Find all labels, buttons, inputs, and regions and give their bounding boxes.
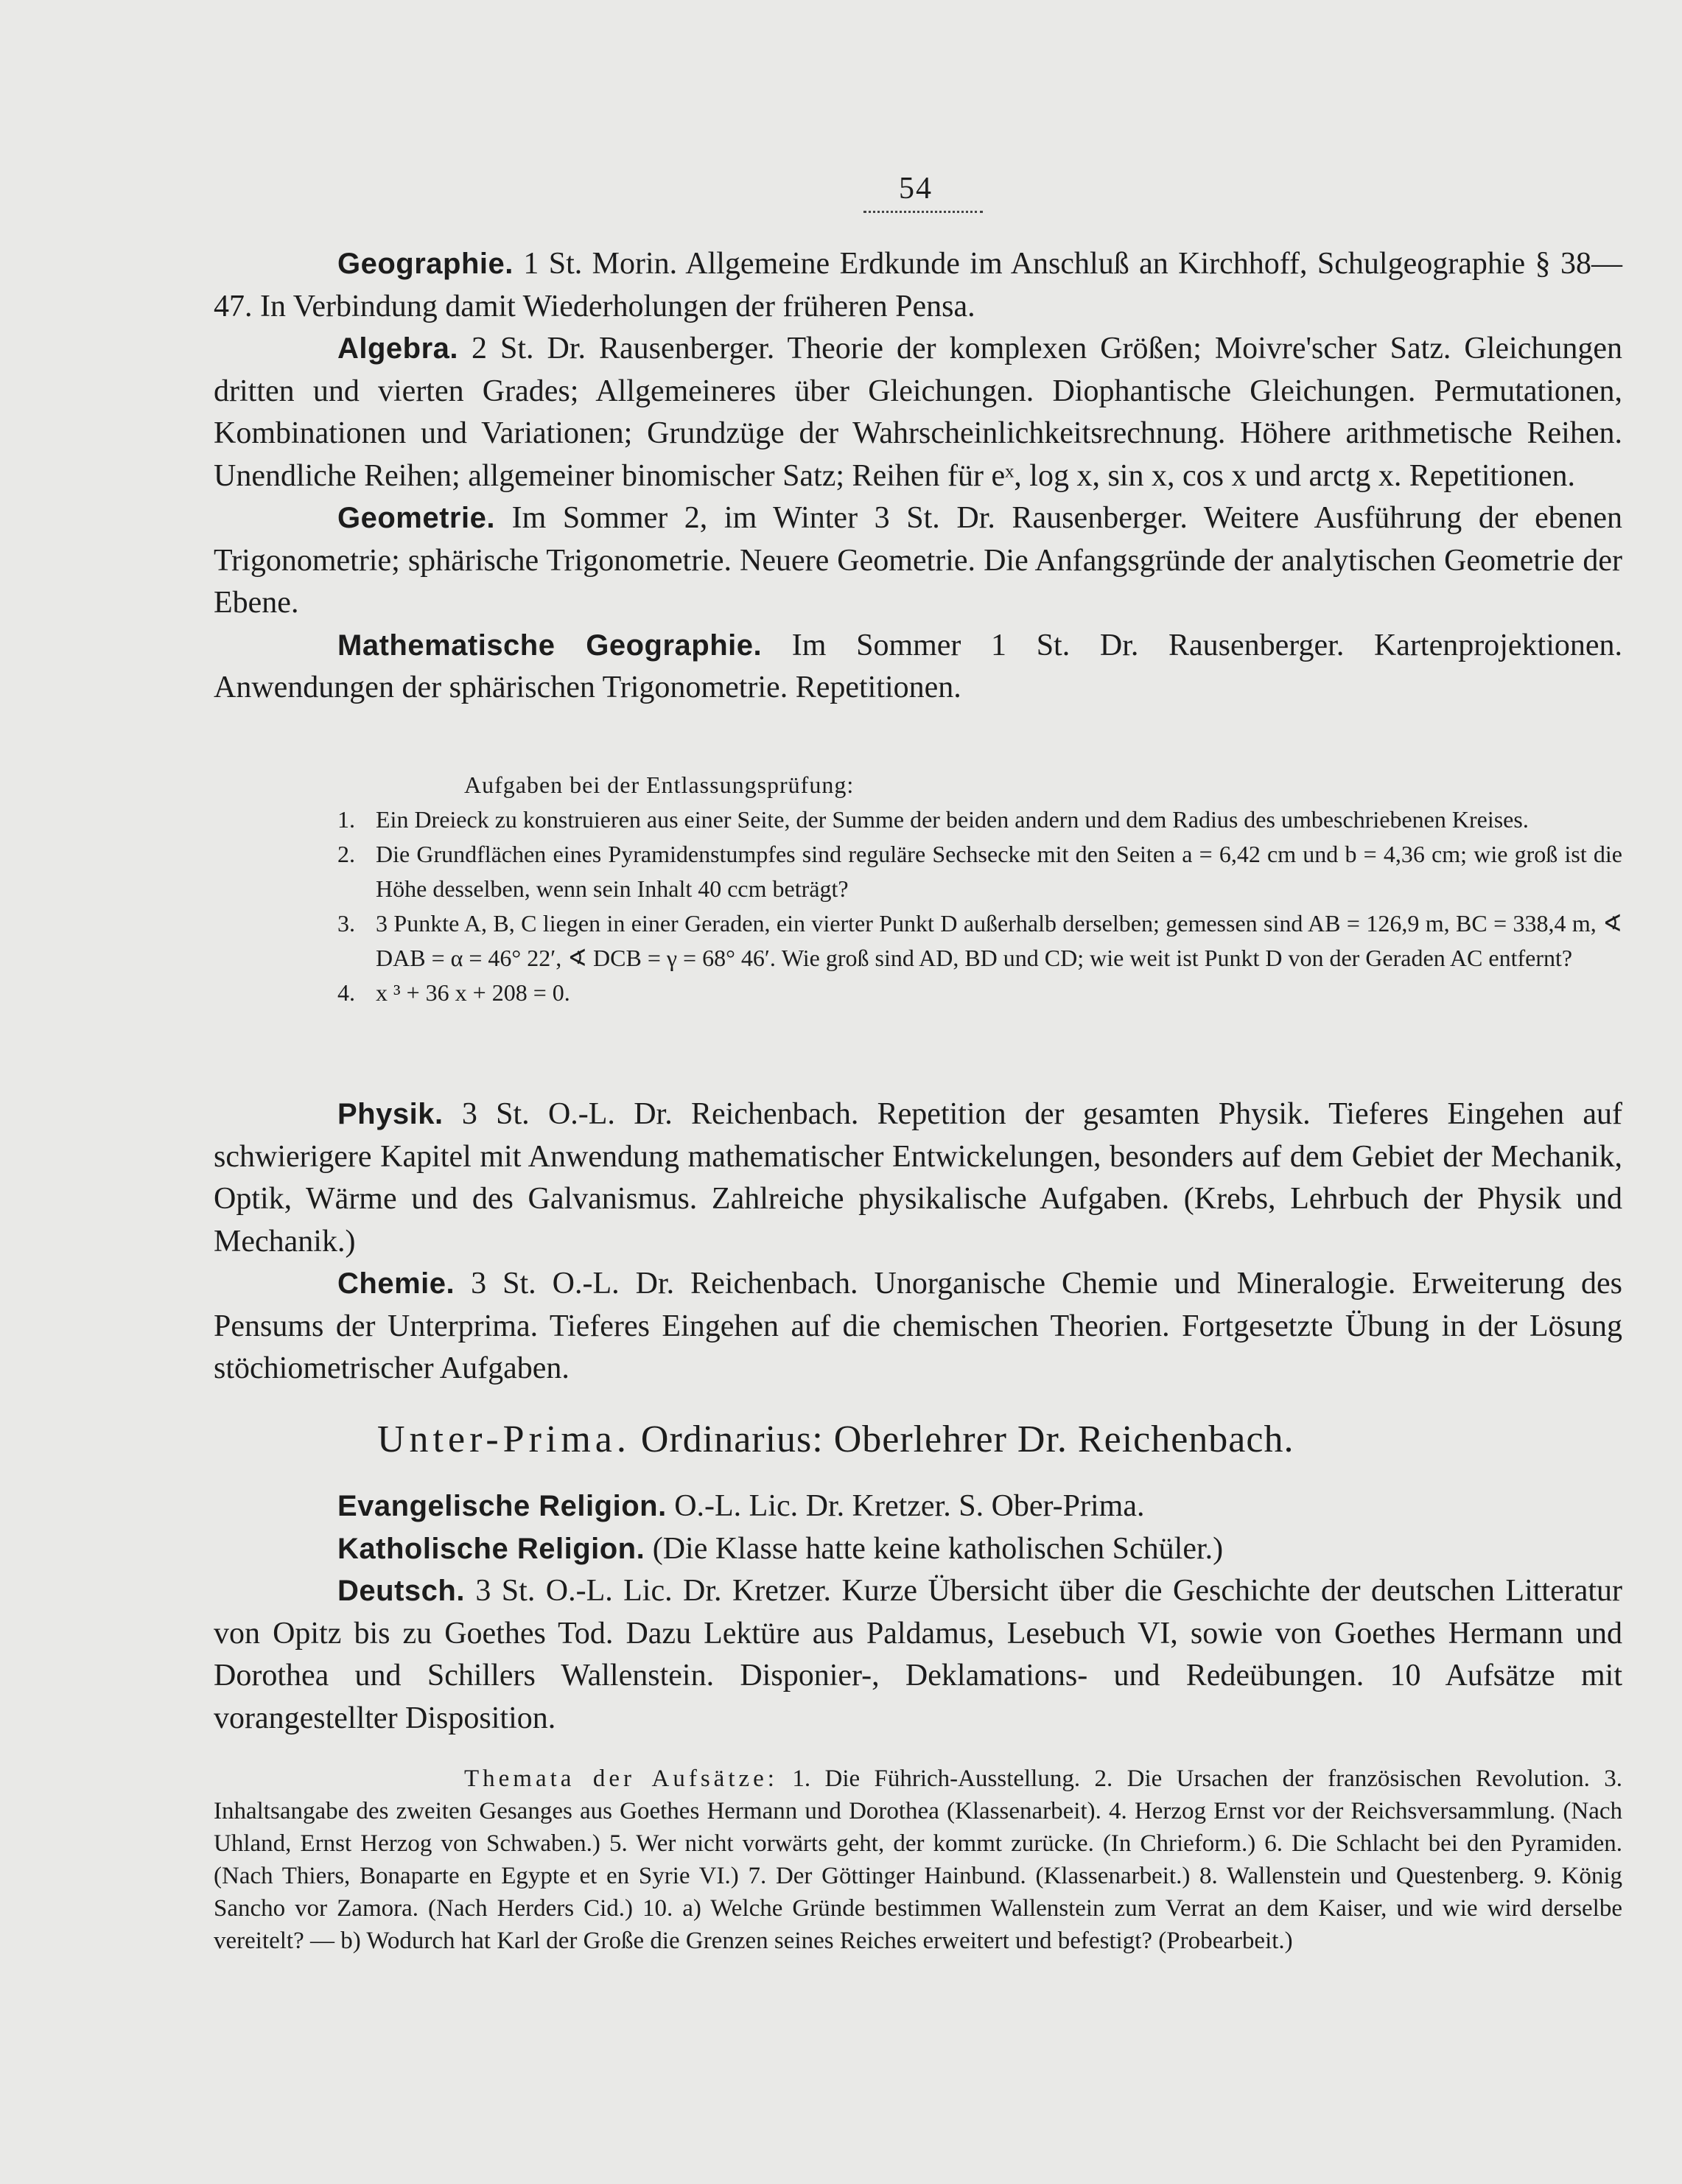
problem-number: 3. bbox=[337, 910, 355, 937]
exam-problems-title: Aufgaben bei der Entlassungsprüfung: bbox=[464, 771, 855, 798]
subject-heading: Geographie. bbox=[337, 248, 514, 280]
paragraph-text: Im Sommer 1 St. Dr. Rausenberger. Kartenprojektionen. Anwendungen der sphärischen Trigonometrie. Repetitionen. bbox=[214, 628, 1623, 704]
problem-text: Ein Dreieck zu konstruieren aus einer Seite, der Summe der beiden andern und dem Radius des umbeschriebenen Kreises. bbox=[376, 806, 1529, 833]
paragraph-geographie bbox=[214, 243, 1622, 328]
section-title bbox=[377, 1418, 1294, 1461]
paragraph-text: (Die Klasse hatte keine katholischen Schüler.) bbox=[652, 1531, 1224, 1566]
paragraph-mathematische-geographie bbox=[214, 625, 1622, 710]
paragraph-text: Im Sommer 2, im Winter 3 St. Dr. Rausenberger. Weitere Ausführung der ebenen Trigonometrie; sphärische Trigonometrie. Neuere Geometrie. Die Anfangsgründe der analytischen Geometrie der Ebene. bbox=[214, 501, 1622, 620]
exam-problems bbox=[214, 768, 1622, 1010]
paragraph-algebra bbox=[214, 328, 1622, 497]
paragraph-physik bbox=[214, 1093, 1622, 1263]
paragraph-evangelische-religion bbox=[214, 1485, 1622, 1528]
paragraph-text: 3 St. O.-L. Dr. Reichenbach. Unorganische Chemie und Mineralogie. Erweiterung des Pensums der Unterprima. Tieferes Eingehen auf die chemischen Theorien. Fortgesetzte Übung in der Lösung stöchiometrischer Aufgaben. bbox=[214, 1267, 1623, 1385]
exam-problem bbox=[214, 976, 1622, 1010]
problem-text: x ³ + 36 x + 208 = 0. bbox=[376, 979, 570, 1006]
problem-text: Die Grundflächen eines Pyramidenstumpfes sind reguläre Sechsecke mit den Seiten a = 6,42 cm und b = 4,36 cm; wie groß ist die Höhe desselben, wenn sein Inhalt 40 ccm beträgt? bbox=[376, 841, 1622, 902]
subject-heading: Evangelische Religion. bbox=[337, 1490, 667, 1522]
unter-prima-subjects bbox=[214, 1485, 1622, 1740]
subject-heading: Katholische Religion. bbox=[337, 1532, 645, 1565]
problem-text: 3 Punkte A, B, C liegen in einer Geraden, ein vierter Punkt D außerhalb derselben; gemessen sind AB = 126,9 m, BC = 338,4 m, ∢ DAB = α = 46° 22′, ∢ DCB = γ = 68° 46′. Wie groß sind AD, BD und CD; wie weit ist Punkt D von der Geraden AC entfernt? bbox=[376, 910, 1622, 971]
exam-problem bbox=[214, 906, 1622, 976]
paragraph-text: 2 St. Dr. Rausenberger. Theorie der komplexen Größen; Moivre'scher Satz. Gleichungen dritten und vierten Grades; Allgemeineres über Gleichungen. Diophantische Gleichungen. Permutationen, Kombinationen und Variationen; Grundzüge der Wahrscheinlichkeitsrechnung. Höhere arithmetische Reihen. Unendliche Reihen; allgemeiner binomischer Satz; Reihen für eˣ, log x, sin x, cos x und arctg x. Repetitionen. bbox=[214, 332, 1622, 493]
paragraph-geometrie bbox=[214, 497, 1622, 625]
exam-problem bbox=[214, 837, 1622, 906]
essay-topics-paragraph bbox=[214, 1763, 1622, 1957]
subject-heading: Algebra. bbox=[337, 332, 459, 365]
subject-heading: Physik. bbox=[337, 1098, 444, 1130]
paragraph-chemie bbox=[214, 1263, 1622, 1390]
paragraph-text: 3 St. O.-L. Dr. Reichenbach. Repetition der gesamten Physik. Tieferes Eingehen auf schwierigere Kapitel mit Anwendung mathematischer Entwickelungen, besonders auf dem Gebiet der Mechanik, Optik, Wärme und des Galvanismus. Zahlreiche physikalische Aufgaben. (Krebs, Lehrbuch der Physik und Mechanik.) bbox=[214, 1097, 1622, 1259]
paragraph-text: 1 St. Morin. Allgemeine Erdkunde im Anschluß an Kirchhoff, Schulgeographie § 38—47. In Verbindung damit Wiederholungen der früheren Pensa. bbox=[214, 247, 1623, 323]
page-number-ornament bbox=[863, 211, 983, 213]
paragraph-text: 3 St. O.-L. Lic. Dr. Kretzer. Kurze Übersicht über die Geschichte der deutschen Litteratur von Opitz bis zu Goethes Tod. Dazu Lektüre aus Paldamus, Lesebuch VI, sowie von Goethes Hermann und Dorothea und Schillers Wallenstein. Disponier-, Deklamations- und Redeübungen. 10 Aufsätze mit vorangestellter Disposition. bbox=[214, 1574, 1623, 1735]
subject-heading: Geometrie. bbox=[337, 502, 495, 534]
subject-heading: Mathematische Geographie. bbox=[337, 629, 763, 662]
exam-problem bbox=[214, 802, 1622, 837]
ober-prima-subjects-1 bbox=[214, 243, 1622, 710]
class-name: Unter-Prima. bbox=[377, 1418, 631, 1460]
essay-topics bbox=[214, 1763, 1622, 1957]
essay-topics-text: 1. Die Führich-Ausstellung. 2. Die Ursachen der französischen Revolution. 3. Inhaltsangabe des zweiten Gesanges aus Goethes Hermann und Dorothea (Klassenarbeit). 4. Herzog Ernst vor der Reichsversammlung. (Nach Uhland, Ernst Herzog von Schwaben.) 5. Wer nicht vorwärts geht, der kommt zurücke. (In Chrieform.) 6. Die Schlacht bei den Pyramiden. (Nach Thiers, Bonaparte en Egypte et en Syrie VI.) 7. Der Göttinger Hainbund. (Klassenarbeit.) 8. Wallenstein und Questenberg. 9. König Sancho vor Zamora. (Nach Herders Cid.) 10. a) Welche Gründe bestimmen Wallenstein zum Verrat an dem Kaiser, und wie wird derselbe vereitelt? — b) Wodurch hat Karl der Große die Grenzen seines Reiches erweitert und befestigt? (Probearbeit.) bbox=[214, 1765, 1622, 1954]
page-number: 54 bbox=[899, 172, 933, 206]
ober-prima-subjects-2 bbox=[214, 1093, 1622, 1390]
problem-number: 1. bbox=[337, 806, 355, 833]
subject-heading: Chemie. bbox=[337, 1267, 455, 1300]
subject-heading: Deutsch. bbox=[337, 1575, 465, 1607]
paragraph-deutsch bbox=[214, 1570, 1622, 1740]
essay-topics-label: Themata der Aufsätze: bbox=[464, 1765, 778, 1792]
problem-number: 2. bbox=[337, 841, 355, 867]
paragraph-text: O.-L. Lic. Dr. Kretzer. S. Ober-Prima. bbox=[674, 1489, 1145, 1523]
class-teacher: Ordinarius: Oberlehrer Dr. Reichenbach. bbox=[640, 1418, 1294, 1460]
paragraph-katholische-religion bbox=[214, 1528, 1622, 1571]
problem-number: 4. bbox=[337, 979, 355, 1006]
